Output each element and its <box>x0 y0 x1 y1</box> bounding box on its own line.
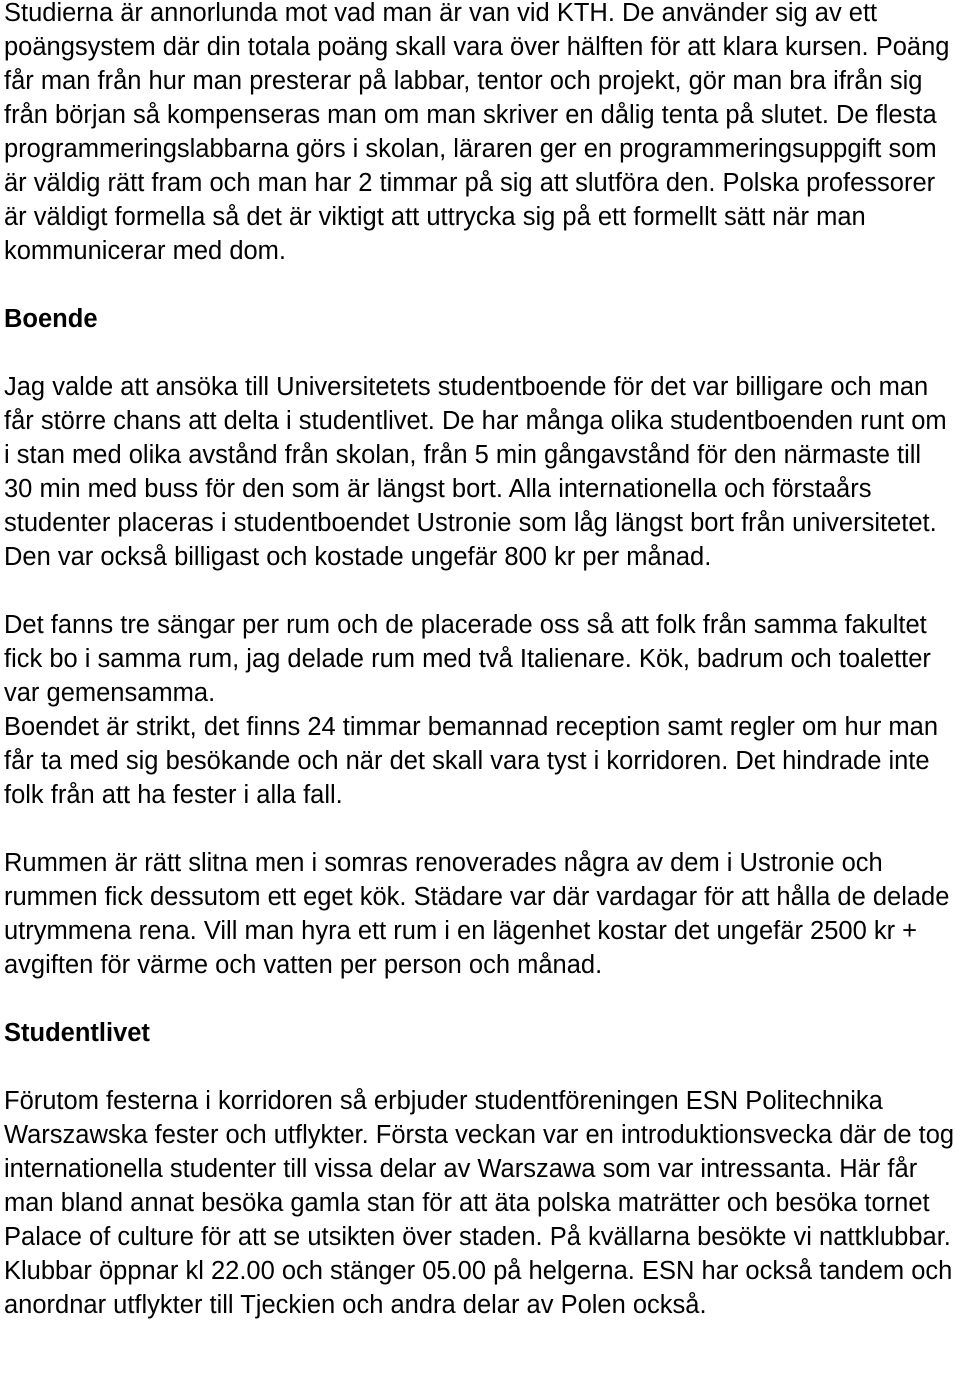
paragraph-studies: Studierna är annorlunda mot vad man är van vid KTH. De använder sig av ett poängsystem där din totala poäng skall vara över hälften för att klara kursen. Poäng får man från hur man presterar på labbar, tentor och projekt, gör man bra ifrån sig från början så kompenseras man om man skriver en dålig tenta på slutet. De flesta programmeringslabbarna görs i skolan, läraren ger en programmeringsuppgift som är väldig rätt fram och man har 2 timmar på sig att slutföra den. Polska professorer är väldigt formella så det är viktigt att uttrycka sig på ett formellt sätt när man kommunicerar med dom. <box>4 0 950 265</box>
paragraph-boende-rules: Boendet är strikt, det finns 24 timmar bemannad reception samt regler om hur man får ta med sig besökande och när det skall vara tyst i korridoren. Det hindrade inte folk från att ha fester i alla fall. <box>4 713 939 809</box>
spacer <box>4 812 956 846</box>
paragraph-boende-rooms: Det fanns tre sängar per rum och de placerade oss så att folk från samma fakultet fick bo i samma rum, jag delade rum med två Italienare. Kök, badrum och toaletter var gemensamma. <box>4 611 931 707</box>
spacer <box>4 336 956 370</box>
paragraph-boende-application: Jag valde att ansöka till Universitetets studentboende för det var billigare och man får större chans att delta i studentlivet. De har många olika studentboenden runt om i stan med olika avstånd från skolan, från 5 min gångavstånd för den närmaste till 30 min med buss för den som är längst bort. Alla internationella och förstaårs studenter placeras i studentboendet Ustronie som låg längst bort från universitetet. Den var också billigast och kostade ungefär 800 kr per månad. <box>4 373 947 571</box>
heading-boende: Boende <box>4 305 98 333</box>
spacer <box>4 268 956 302</box>
paragraph-studentlivet: Förutom festerna i korridoren så erbjuder studentföreningen ESN Politechnika Warszawska fester och utflykter. Första veckan var en introduktionsvecka där de tog internationella studenter till vissa delar av Warszawa som var intressanta. Här får man bland annat besöka gamla stan för att äta polska maträtter och besöka tornet Palace of culture för att se utsikten över staden. På kvällarna besökte vi nattklubbar. Klubbar öppnar kl 22.00 och stänger 05.00 på helgerna. ESN har också tandem och anordnar utflykter till Tjeckien och andra delar av Polen också. <box>4 1087 955 1319</box>
heading-studentlivet: Studentlivet <box>4 1019 150 1047</box>
spacer <box>4 1050 956 1084</box>
paragraph-boende-renovation: Rummen är rätt slitna men i somras renoverades några av dem i Ustronie och rummen fick dessutom ett eget kök. Städare var där vardagar för att hålla de delade utrymmena rena. Vill man hyra ett rum i en lägenhet kostar det ungefär 2500 kr + avgiften för värme och vatten per person och månad. <box>4 849 950 979</box>
document-page <box>4 0 956 1322</box>
spacer <box>4 574 956 608</box>
spacer <box>4 982 956 1016</box>
